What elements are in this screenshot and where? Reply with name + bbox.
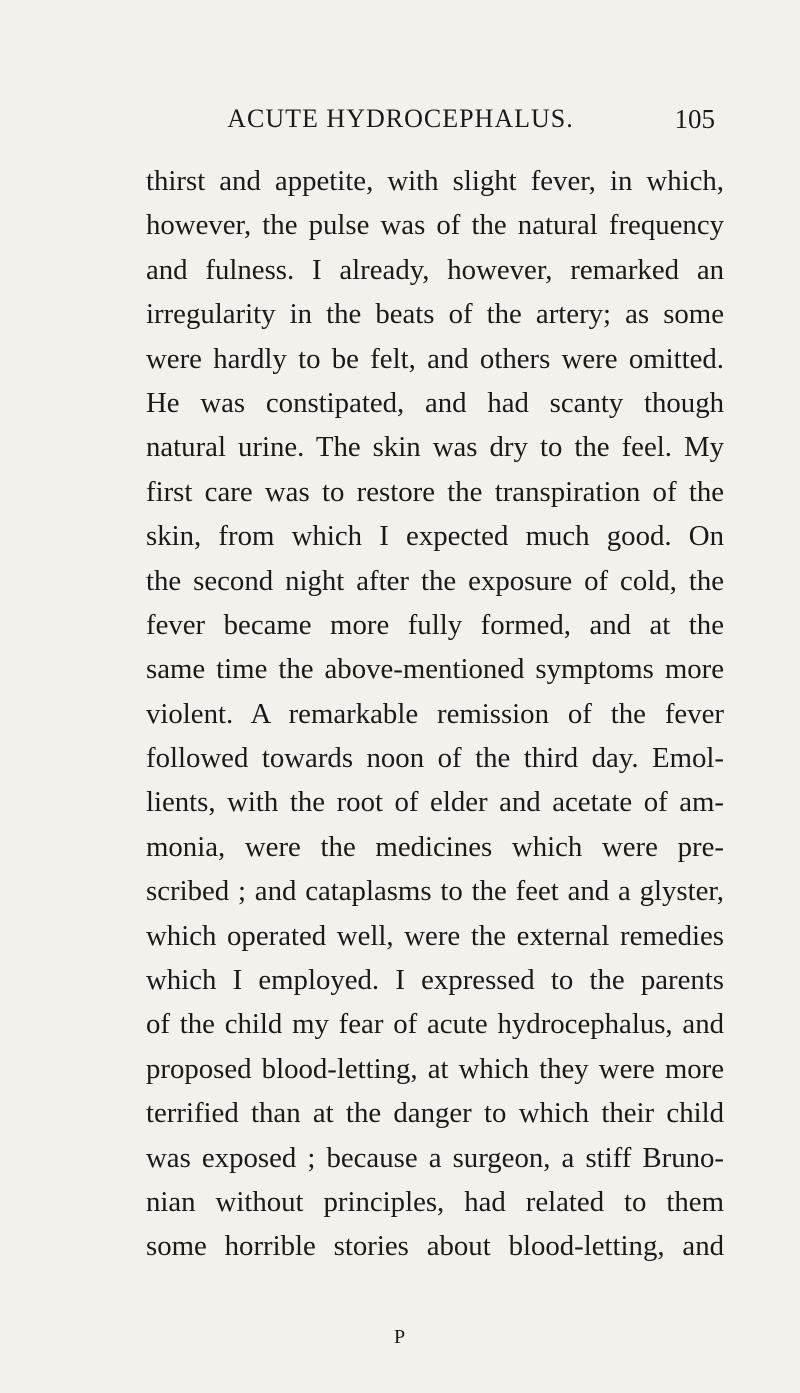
- text-line: natural urine. The skin was dry to the feel. My: [146, 431, 724, 464]
- text-line: thirst and appetite, with slight fever, in which,: [146, 165, 724, 197]
- text-line: followed towards noon of the third day. Emol-: [146, 742, 724, 775]
- text-line: some horrible stories about blood-letting, and: [146, 1230, 724, 1263]
- running-title: ACUTE HYDROCEPHALUS.: [227, 104, 574, 133]
- text-line: was exposed ; because a surgeon, a stiff Bruno-: [146, 1141, 724, 1174]
- text-line: irregularity in the beats of the artery; as some: [146, 298, 724, 331]
- text-line: same time the above-mentioned symptoms more: [146, 653, 724, 686]
- body-text: [146, 159, 724, 1269]
- text-line: He was constipated, and had scanty though: [146, 386, 724, 419]
- text-line: which operated well, were the external remedies: [146, 919, 724, 952]
- text-line: skin, from which I expected much good. On: [146, 520, 724, 553]
- text-line: terrified than at the danger to which their child: [146, 1097, 724, 1130]
- text-line: violent. A remarkable remission of the fever: [146, 697, 724, 730]
- text-line: however, the pulse was of the natural frequency: [146, 209, 724, 242]
- text-line: and fulness. I already, however, remarked an: [146, 253, 724, 286]
- text-line: first care was to restore the transpiration of the: [146, 475, 724, 508]
- signature-mark: P: [393, 1326, 407, 1348]
- text-line: monia, were the medicines which were pre-: [146, 830, 724, 863]
- text-line: proposed blood-letting, at which they were more: [146, 1052, 724, 1085]
- text-line: the second night after the exposure of cold, the: [146, 564, 724, 597]
- running-head: [146, 104, 715, 144]
- text-line: of the child my fear of acute hydrocephalus, and: [146, 1008, 724, 1041]
- text-line: scribed ; and cataplasms to the feet and a glyster,: [146, 875, 724, 908]
- text-line: which I employed. I expressed to the parents: [146, 964, 724, 997]
- page-number: 105: [674, 104, 715, 134]
- text-line: nian without principles, had related to them: [146, 1185, 724, 1218]
- text-line: were hardly to be felt, and others were omitted.: [146, 342, 724, 375]
- text-line: fever became more fully formed, and at the: [146, 608, 724, 641]
- text-line: lients, with the root of elder and acetate of am-: [146, 786, 724, 819]
